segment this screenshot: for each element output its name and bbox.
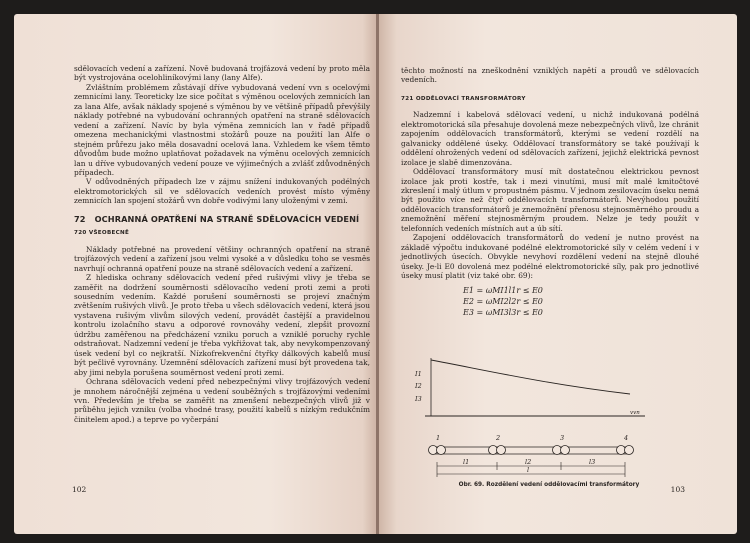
label-I3: I3	[415, 395, 422, 403]
label-transformer-2: 2	[496, 434, 501, 442]
label-transformer-1: 1	[436, 434, 441, 442]
paragraph: těchto možností na zneškodnění vzniklých napětí a proudů ve sdělovacích vedeních.	[401, 66, 699, 85]
paragraph: Nadzemní i kabelová sdělovací vedení, u nichž indukovaná podélná elektromotorická síla přesahuje dovolená meze nebezpečných vlivů, lze chránit zapojením oddělovacích transformátorů, kterými se vedení rozdělí na galvanicky oddělené úseky. Oddělovací transformátory se také používají k oddělení ohrožených vedení od sdělovacích zařízení, jejichž elektrická pevnost izolace je slabě dimenzována.	[401, 110, 699, 167]
right-text-column	[401, 66, 699, 322]
left-page	[14, 14, 377, 534]
section-number: 72	[74, 213, 86, 224]
paragraph: sdělovacích vedení a zařízení. Nově budovaná trojfázová vedení by proto měla být vystrojována ocelohliníkovými lany (lany Alfe).	[74, 64, 370, 83]
label-l3: l3	[589, 458, 596, 466]
label-l: l	[527, 466, 530, 474]
label-I1: I1	[415, 370, 422, 378]
figure-caption: Obr. 69. Rozdělení vedení oddělovacími transformátory	[458, 482, 640, 488]
subsection-heading: 721 ODDĚLOVACÍ TRANSFORMÁTORY	[401, 95, 526, 102]
right-page	[379, 14, 737, 534]
label-transformer-4: 4	[624, 434, 629, 442]
paragraph: Ochrana sdělovacích vedení před nebezpečnými vlivy trojfázových vedení je mnohem náročnější zejména u vedení souběžných s trojfázovými vedeními vvn. Především je třeba se zaměřit na zmenšení nebezpečných vlivů již v průběhu jejich vzniku (volba vhodné trasy, použití kabelů s nízkým redukčním činitelem apod.) a teprve po vyčerpání	[74, 377, 370, 424]
subsection-heading: 720 VŠEOBECNĚ	[74, 230, 130, 237]
figure-69-diagram	[395, 350, 695, 486]
paragraph: Oddělovací transformátory musí mít dostatečnou elektrickou pevnost izolace jak proti kostře, tak i mezi vinutími, musí mít malé kmitočtové zkreslení i malý útlum v propustném pásmu. V jednom zesilovacím úseku nemá být použito více než čtyř oddělovacích transformátorů. Nevýhodou použití oddělovacích transformátorů je znemožnění přenosu stejnosměrného proudu a znemožnění měření stejnosměrným proudem. Nelze je tedy použít v telefonních vedeních místních aut a úb sítí.	[401, 167, 699, 233]
paragraph: Z hlediska ochrany sdělovacích vedení před rušivými vlivy je třeba se zaměřit na dodržení souměrnosti sdělovacího vedení proti zemi a proti sousedním vedením. Každé porušení souměrnosti se projeví značným zvětšením rušivých vlivů. Je proto třeba u všech sdělovacích vedení, která jsou vystavena rušivým vlivům silových vedení, provádět častější a pravidelnou kontrolu izolačního stavu a odporové rovnováhy vedení, zlepšit provozní údržbu zaměřenou na předcházení vzniku poruch a vzniklé poruchy rychle odstraňovat. Nadzemní vedení je třeba vykřižovat tak, aby nevykompenzovaný úsek vedení byl co nejkratší. Nízkofrekvenční čtyřky dálkových kabelů musí být pečlivě vyrovnány. Uzemnění sdělovacích zařízení musí být provedena tak, aby jimi nebyla porušena souměrnost vedení proti zemi.	[74, 273, 370, 377]
page-number-right: 103	[670, 485, 685, 494]
left-text-column	[74, 64, 370, 424]
formula: E2 = ωMI2l2r ≤ E0	[463, 296, 543, 306]
section-heading	[74, 215, 370, 224]
section-title: OCHRANNÁ OPATŘENÍ NA STRANĚ SDĚLOVACÍCH VEDENÍ	[94, 213, 360, 224]
paragraph: Zvláštním problémem zůstávají dříve vybudovaná vedení vvn s ocelovými zemnicími lany. Teoreticky lze sice počítat s výměnou ocelových zemnicích lan za lana Alfe, avšak náklady spojené s výměnou by ve většině případů převýšily náklady potřebné na vybudování ochranných opatření na straně sdělovacích vedení a zařízení. Navíc by byla výměna zemnicích lan v řadě případů omezena mechanickými vlastnostmi stožárů pouze na použití lan Alfe o stejném průřezu jako měla dosavadní ocelová lana. Vzhledem ke všem těmto důvodům bude možno uplatňovat požadavek na výměnu ocelových zemnicích lan u dříve vybudovaných vedení pouze ve výjimečných a zvlášť zdůvodněných případech.	[74, 82, 370, 177]
label-l2: l2	[525, 458, 532, 466]
formula-block	[463, 285, 699, 318]
label-I2: I2	[415, 382, 422, 390]
label-transformer-3: 3	[560, 434, 565, 442]
paragraph: V odůvodněných případech lze v zájmu snížení indukovaných podélných elektromotorických sil ve sdělovacích vedeních provést místo výměny zemnicích lan spojení stožárů vvn dobře vodivými lany uloženými v zemi.	[74, 177, 370, 206]
label-l1: l1	[463, 458, 470, 466]
current-curve	[431, 360, 630, 394]
paragraph: Náklady potřebné na provedení většiny ochranných opatření na straně trojfázových vedení a zařízení jsou velmi vysoké a v důsledku toho se vesměs navrhují ochranná opatření pouze na straně sdělovacích vedení a zařízení.	[74, 244, 370, 273]
paragraph: Zapojení oddělovacích transformátorů do vedení je nutno provést na základě výpočtu indukované podélné elektromotorické síly v celém vedení i v jednotlivých úsecích. Obvykle nevyhoví rozdělení vedení na stejně dlouhé úseky. Je-li E0 dovolená mez podélné elektromotorické síly, pak pro jednotlivé úseky musí platit (viz také obr. 69):	[401, 233, 699, 281]
formula: E3 = ωMI3l3r ≤ E0	[463, 307, 543, 317]
formula: E1 = ωMI1l1r ≤ E0	[463, 285, 543, 295]
page-number-left: 102	[72, 485, 87, 494]
label-line: vvn	[630, 410, 640, 416]
